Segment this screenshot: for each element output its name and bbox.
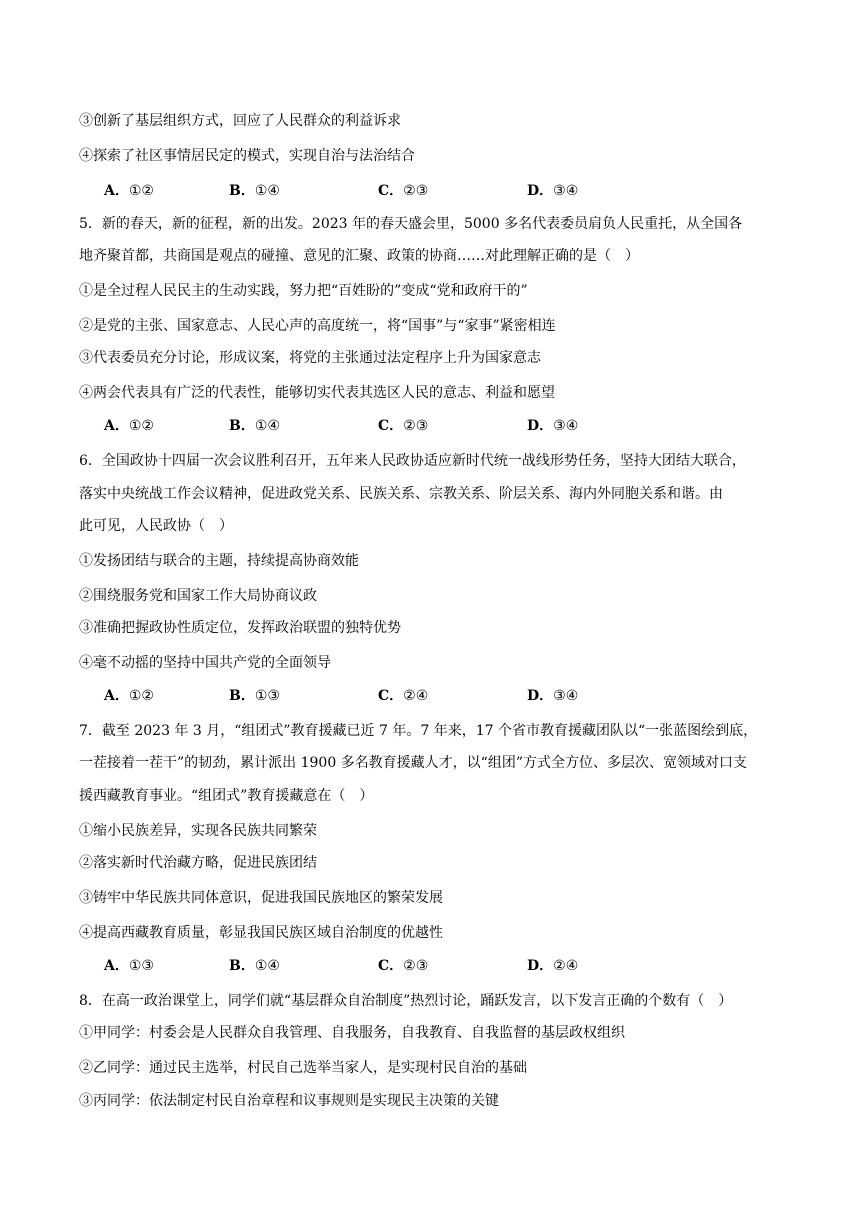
q4-option-a: A．①②	[104, 183, 154, 199]
q6-stem-line-2: 落实中央统战工作会议精神，促进政党关系、民族关系、宗教关系、阶层关系、海内外同胞关系和谐。由	[79, 486, 723, 502]
q5-option-c: C．②③	[378, 418, 429, 434]
q5-item-2: ②是党的主张、国家意志、人民心声的高度统一，将“国事”与“家事”紧密相连	[79, 318, 556, 334]
q6-item-3: ③准确把握政协性质定位，发挥政治联盟的独特优势	[79, 620, 401, 636]
q4-option-d: D．③④	[527, 183, 579, 199]
q6-item-1: ①发扬团结与联合的主题，持续提高协商效能	[79, 553, 359, 569]
q8-stem-line-1: 8．在高一政治课堂上，同学们就“基层群众自治制度”热烈讨论，踊跃发言，以下发言正确的个数有（ ）	[79, 993, 733, 1009]
q8-item-3: ③丙同学：依法制定村民自治章程和议事规则是实现民主决策的关键	[79, 1093, 499, 1109]
q7-stem-line-2: 一茬接着一茬干”的韧劲，累计派出 1900 多名教育援藏人才，以“组团”方式全方位、多层次、宽领域对口支	[79, 755, 747, 771]
q7-item-2: ②落实新时代治藏方略，促进民族团结	[79, 855, 317, 871]
q6-item-2: ②围绕服务党和国家工作大局协商议政	[79, 588, 317, 604]
q4-option-b: B．①④	[229, 183, 280, 199]
q5-stem-line-2: 地齐聚首都，共商国是观点的碰撞、意见的汇聚、政策的协商……对此理解正确的是（ ）	[79, 248, 639, 264]
q7-stem-line-1: 7．截至 2023 年 3 月，“组团式”教育援藏已近 7 年。7 年来，17 个省市教育援藏团队以“一张蓝图绘到底，	[79, 723, 758, 739]
q6-item-4: ④毫不动摇的坚持中国共产党的全面领导	[79, 655, 331, 671]
q5-item-1: ①是全过程人民民主的生动实践，努力把“百姓盼的”变成“党和政府干的”	[79, 283, 528, 299]
q5-item-3: ③代表委员充分讨论，形成议案，将党的主张通过法定程序上升为国家意志	[79, 350, 541, 366]
q5-option-d: D．③④	[527, 418, 579, 434]
q7-item-4: ④提高西藏教育质量，彰显我国民族区域自治制度的优越性	[79, 925, 443, 941]
q8-item-1: ①甲同学：村委会是人民群众自我管理、自我服务，自我教育、自我监督的基层政权组织	[79, 1025, 625, 1041]
q7-item-3: ③铸牢中华民族共同体意识，促进我国民族地区的繁荣发展	[79, 890, 443, 906]
q4-option-c: C．②③	[378, 183, 429, 199]
q7-item-1: ①缩小民族差异，实现各民族共同繁荣	[79, 823, 317, 839]
q7-option-b: B．①④	[229, 958, 280, 974]
q5-option-b: B．①④	[229, 418, 280, 434]
q5-option-a: A．①②	[104, 418, 154, 434]
q6-stem-line-1: 6．全国政协十四届一次会议胜利召开，五年来人民政协适应新时代统一战线形势任务，坚持大团结大联合，	[79, 453, 746, 469]
q7-option-d: D．②④	[527, 958, 579, 974]
q6-option-c: C．②④	[378, 688, 429, 704]
q7-option-c: C．②③	[378, 958, 429, 974]
q6-option-b: B．①③	[229, 688, 280, 704]
q4-item-3: ③创新了基层组织方式，回应了人民群众的利益诉求	[79, 113, 401, 129]
q7-stem-line-3: 援西藏教育事业。“组团式”教育援藏意在（ ）	[79, 788, 374, 804]
q8-item-2: ②乙同学：通过民主选举，村民自己选举当家人，是实现村民自治的基础	[79, 1060, 527, 1076]
q5-item-4: ④两会代表具有广泛的代表性，能够切实代表其选区人民的意志、利益和愿望	[79, 385, 555, 401]
q6-option-a: A．①②	[104, 688, 154, 704]
q4-item-4: ④探索了社区事情居民定的模式，实现自治与法治结合	[79, 148, 415, 164]
q7-option-a: A．①③	[104, 958, 154, 974]
q5-stem-line-1: 5．新的春天，新的征程，新的出发。2023 年的春天盛会里，5000 多名代表委员肩负人民重托，从全国各	[79, 216, 743, 232]
q6-stem-line-3: 此可见，人民政协（ ）	[79, 518, 233, 534]
q6-option-d: D．③④	[527, 688, 579, 704]
